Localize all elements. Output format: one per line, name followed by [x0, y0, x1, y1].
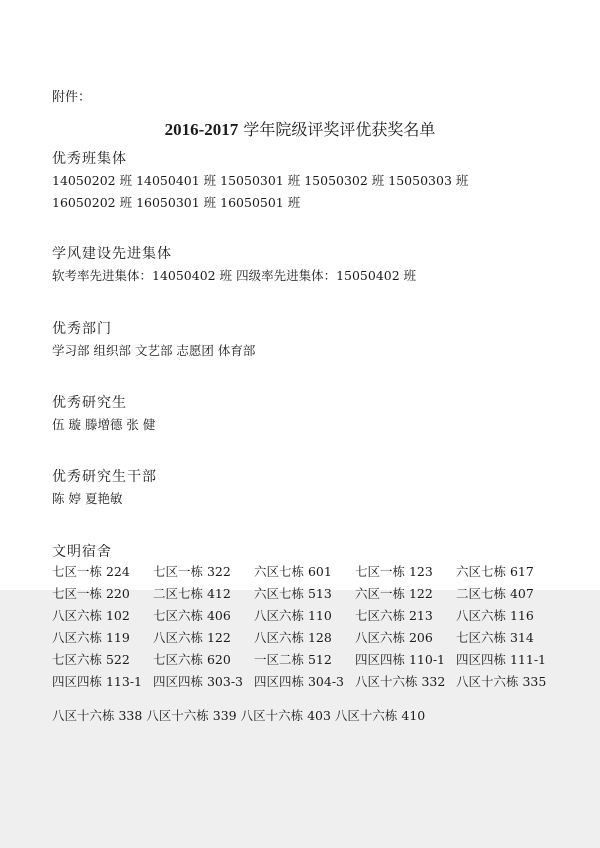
attachment-label: 附件：	[52, 90, 92, 105]
dorm-cell: 八区六栋 116	[456, 608, 534, 623]
dorm-cell: 八区十六栋 335	[456, 674, 547, 689]
dorm-cell: 四区四栋 113-1	[52, 674, 143, 689]
dorm-cell: 四区四栋 110-1	[355, 652, 446, 667]
dorm-row	[52, 583, 557, 605]
dorm-cell: 七区一栋 224	[52, 564, 130, 579]
dorm-grid	[52, 561, 557, 693]
excellent-grad-cadre-line-1: 陈 婷 夏艳敏	[52, 491, 123, 506]
dorm-row	[52, 561, 557, 583]
dorm-row	[52, 649, 557, 671]
dorm-cell: 六区一栋 122	[355, 586, 433, 601]
dorm-cell: 六区七栋 601	[254, 564, 332, 579]
dorm-cell: 六区七栋 617	[456, 564, 534, 579]
dorm-cell: 七区六栋 213	[355, 608, 433, 623]
title-text: 学年院级评奖评优获奖名单	[238, 120, 436, 139]
dorm-cell: 七区六栋 314	[456, 630, 534, 645]
dorm-last-line: 八区十六栋 338 八区十六栋 339 八区十六栋 403 八区十六栋 410	[52, 708, 426, 723]
dorm-cell: 八区六栋 102	[52, 608, 130, 623]
dorm-cell: 二区七栋 412	[153, 586, 231, 601]
dorm-cell: 七区一栋 220	[52, 586, 130, 601]
excellent-class-line-1: 14050202 班 14050401 班 15050301 班 15050302 班 15050303 班	[52, 173, 469, 188]
section-heading-excellent-class: 优秀班集体	[52, 151, 127, 167]
document-title	[0, 117, 600, 140]
dorm-cell: 四区四栋 304-3	[254, 674, 345, 689]
dorm-cell: 八区六栋 128	[254, 630, 332, 645]
dorm-cell: 八区十六栋 332	[355, 674, 446, 689]
dorm-row	[52, 605, 557, 627]
dorm-cell: 七区六栋 620	[153, 652, 231, 667]
dorm-cell: 六区七栋 513	[254, 586, 332, 601]
dorm-row	[52, 627, 557, 649]
dorm-cell: 七区一栋 123	[355, 564, 433, 579]
section-heading-excellent-grad-cadre: 优秀研究生干部	[52, 469, 157, 485]
excellent-class-line-2: 16050202 班 16050301 班 16050501 班	[52, 195, 301, 210]
dorm-cell: 四区四栋 303-3	[153, 674, 244, 689]
section-heading-excellent-grad: 优秀研究生	[52, 395, 127, 411]
section-heading-dorms: 文明宿舍	[52, 544, 112, 560]
dorm-cell: 七区六栋 406	[153, 608, 231, 623]
title-year: 2016-2017	[164, 120, 239, 139]
dorm-cell: 八区六栋 110	[254, 608, 332, 623]
dorm-cell: 七区六栋 522	[52, 652, 130, 667]
dorm-row	[52, 671, 557, 693]
dorm-cell: 二区七栋 407	[456, 586, 534, 601]
section-heading-excellent-dept: 优秀部门	[52, 321, 112, 337]
dorm-cell: 四区四栋 111-1	[456, 652, 547, 667]
dorm-cell: 八区六栋 122	[153, 630, 231, 645]
study-style-line-1: 软考率先进集体：14050402 班 四级率先进集体：15050402 班	[52, 268, 417, 283]
dorm-cell: 八区六栋 119	[52, 630, 130, 645]
excellent-dept-line-1: 学习部 组织部 文艺部 志愿团 体育部	[52, 343, 256, 358]
excellent-grad-line-1: 伍 璇 滕增德 张 健	[52, 417, 156, 432]
dorm-cell: 七区一栋 322	[153, 564, 231, 579]
dorm-cell: 八区六栋 206	[355, 630, 433, 645]
dorm-cell: 一区二栋 512	[254, 652, 332, 667]
section-heading-study-style: 学风建设先进集体	[52, 246, 172, 262]
